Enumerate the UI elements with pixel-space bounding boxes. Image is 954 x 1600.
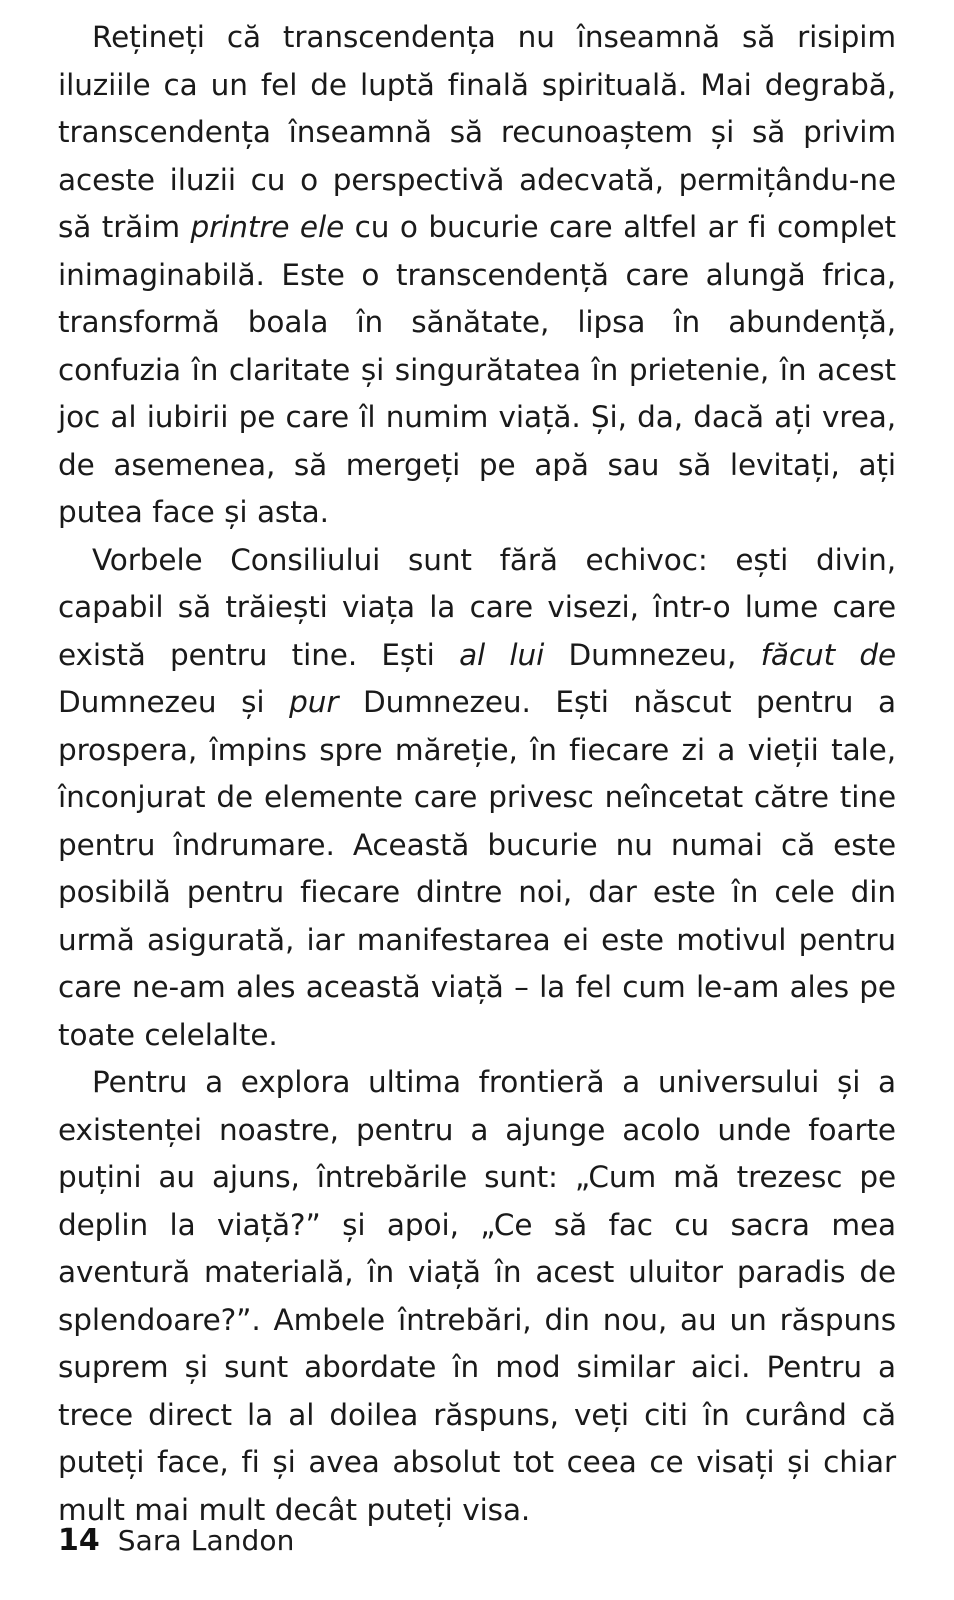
paragraph-1: Rețineți că transcendența nu înseamnă să risipim iluziile ca un fel de luptă finală spirituală. Mai degrabă, transcendența înseamnă să recunoaștem și să privim aceste iluzii cu o perspectivă adecvată, permițându-ne să trăim printre ele cu o bucurie care altfel ar fi complet inimaginabilă. Este o transcendență care alungă frica, transformă boala în sănătate, lipsa în abundență, confuzia în claritate și singurătatea în prietenie, în acest joc al iubirii pe care îl numim viață. Și, da, dacă ați vrea, de asemenea, să mergeți pe apă sau să levitați, ați putea face și asta. xyxy=(58,20,896,529)
page-number: 14 xyxy=(58,1523,100,1558)
page-body xyxy=(58,14,896,1534)
paragraph-2: Vorbele Consiliului sunt fără echivoc: ești divin, capabil să trăiești viața la care visezi, într-o lume care există pentru tine. Ești al lui Dumnezeu, făcut de Dumnezeu și pur Dumnezeu. Ești născut pentru a prospera, împins spre măreție, în fiecare zi a vieții tale, înconjurat de elemente care privesc neîncetat către tine pentru îndrumare. Această bucurie nu numai că este posibilă pentru fiecare dintre noi, dar este în cele din urmă asigurată, iar manifestarea ei este motivul pentru care ne-am ales această viață – la fel cum le-am ales pe toate celelalte. xyxy=(58,542,896,1052)
page-footer xyxy=(58,1523,295,1558)
paragraph-3: Pentru a explora ultima frontieră a universului și a existenței noastre, pentru a ajunge acolo unde foarte puțini au ajuns, întrebările sunt: „Cum mă trezesc pe deplin la viață?” și apoi, „Ce să fac cu sacra mea aventură materială, în viață în acest uluitor paradis de splendoare?”. Ambele întrebări, din nou, au un răspuns suprem și sunt abordate în mod similar aici. Pentru a trece direct la al doilea răspuns, veți citi în curând că puteți face, fi și avea absolut tot ceea ce visați și chiar mult mai mult decât puteți visa. xyxy=(58,1065,896,1527)
running-head-author: Sara Landon xyxy=(117,1524,295,1557)
